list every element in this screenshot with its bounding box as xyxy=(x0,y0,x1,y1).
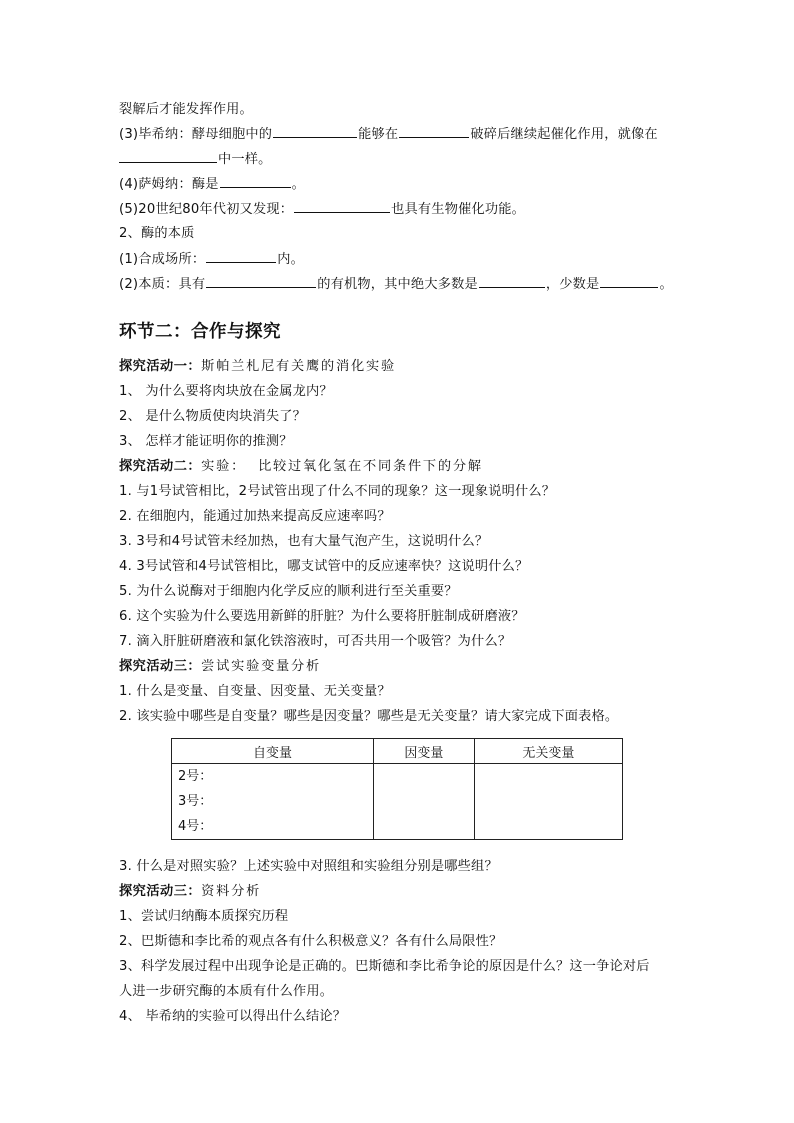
table-header-row xyxy=(172,739,623,764)
blank-field[interactable] xyxy=(206,274,316,288)
text-line xyxy=(119,199,525,220)
question-item: 3. 什么是对照实验？上述实验中对照组和实验组分别是哪些组？ xyxy=(119,859,498,874)
question-item: 2. 该实验中哪些是自变量？哪些是因变量？哪些是无关变量？请大家完成下面表格。 xyxy=(119,709,619,724)
text-line xyxy=(119,149,272,170)
irrelevant-variable-cell[interactable] xyxy=(474,764,622,840)
question-item: 3、科学发展过程中出现争论是正确的。巴斯德和李比希争论的原因是什么？这一争论对后 xyxy=(119,959,650,974)
activity-title xyxy=(119,457,483,477)
text-segment: 。 xyxy=(291,177,305,192)
text-segment: (2)本质：具有 xyxy=(119,277,206,292)
text-line: 2、酶的本质 xyxy=(119,226,195,241)
text-segment: 中一样。 xyxy=(218,152,272,167)
text-line xyxy=(119,249,304,270)
text-segment: (5)20世纪80年代初又发现： xyxy=(119,202,294,217)
blank-field[interactable] xyxy=(600,274,658,288)
question-item: 3、 怎样才能证明你的推测？ xyxy=(119,434,293,449)
question-item: 5. 为什么说酶对于细胞内化学反应的顺利进行至关重要？ xyxy=(119,584,458,599)
question-item: 7. 滴入肝脏研磨液和氯化铁溶液时，可否共用一个吸管？为什么？ xyxy=(119,634,512,649)
text-line: 裂解后才能发挥作用。 xyxy=(119,102,253,117)
blank-field[interactable] xyxy=(479,274,545,288)
question-item: 6. 这个实验为什么要选用新鲜的肝脏？为什么要将肝脏制成研磨液？ xyxy=(119,609,525,624)
independent-variable-cell[interactable] xyxy=(172,764,374,840)
question-item: 2、巴斯德和李比希的观点各有什么积极意义？各有什么局限性？ xyxy=(119,934,503,949)
blank-field[interactable] xyxy=(294,199,390,213)
header-dependent-variable: 因变量 xyxy=(374,739,475,764)
tube-label: 4号： xyxy=(178,819,213,834)
blank-field[interactable] xyxy=(119,149,217,163)
activity-title xyxy=(119,657,321,677)
blank-field[interactable] xyxy=(273,124,357,138)
text-segment: 。 xyxy=(659,277,673,292)
header-irrelevant-variable: 无关变量 xyxy=(474,739,622,764)
tube-label: 3号： xyxy=(178,794,213,809)
blank-field[interactable] xyxy=(206,249,276,263)
variable-table xyxy=(171,738,623,840)
question-item: 2、 是什么物质使肉块消失了？ xyxy=(119,409,307,424)
question-item: 3. 3号和4号试管未经加热，也有大量气泡产生，这说明什么？ xyxy=(119,534,489,549)
activity-title xyxy=(119,357,396,377)
activity-name: 尝试实验变量分析 xyxy=(201,659,322,674)
activity-name: 斯帕兰札尼有关鹰的消化实验 xyxy=(201,359,396,374)
question-item: 2. 在细胞内，能通过加热来提高反应速率吗？ xyxy=(119,509,391,524)
activity-title xyxy=(119,882,261,902)
question-item: 人进一步研究酶的本质有什么作用。 xyxy=(119,984,334,999)
text-segment: 的有机物，其中绝大多数是 xyxy=(317,277,478,292)
text-segment: 也具有生物催化功能。 xyxy=(391,202,526,217)
question-item: 4、 毕希纳的实验可以得出什么结论？ xyxy=(119,1009,347,1024)
question-item: 1、 为什么要将肉块放在金属龙内？ xyxy=(119,384,333,399)
blank-field[interactable] xyxy=(220,174,291,188)
text-segment: 能够在 xyxy=(358,127,399,142)
dependent-variable-cell[interactable] xyxy=(374,764,475,840)
text-line xyxy=(119,174,305,195)
activity-name: 资料分析 xyxy=(201,884,262,899)
text-segment: (4)萨姆纳：酶是 xyxy=(119,177,219,192)
question-item: 4. 3号试管和4号试管相比，哪支试管中的反应速率快？这说明什么？ xyxy=(119,559,529,574)
activity-label: 探究活动一： xyxy=(119,359,202,374)
question-item: 1. 什么是变量、自变量、因变量、无关变量？ xyxy=(119,684,391,699)
question-item: 1、尝试归纳酶本质探究历程 xyxy=(119,909,289,924)
text-line xyxy=(119,124,658,145)
tube-label: 2号： xyxy=(178,769,213,784)
text-line xyxy=(119,274,673,295)
table-row xyxy=(172,764,623,840)
text-segment: 内。 xyxy=(277,252,304,267)
header-independent-variable: 自变量 xyxy=(172,739,374,764)
text-segment: 破碎后继续起催化作用，就像在 xyxy=(470,127,658,142)
activity-label: 探究活动三： xyxy=(119,884,202,899)
text-segment: (1)合成场所： xyxy=(119,252,206,267)
question-item: 1. 与1号试管相比，2号试管出现了什么不同的现象？这一现象说明什么？ xyxy=(119,484,556,499)
blank-field[interactable] xyxy=(399,124,469,138)
text-segment: ，少数是 xyxy=(545,277,600,292)
text-segment: (3)毕希纳：酵母细胞中的 xyxy=(119,127,273,142)
activity-name: 实验： 比较过氧化氢在不同条件下的分解 xyxy=(201,459,483,474)
section-title: 环节二：合作与探究 xyxy=(119,322,281,342)
activity-label: 探究活动二： xyxy=(119,459,202,474)
activity-label: 探究活动三： xyxy=(119,659,202,674)
